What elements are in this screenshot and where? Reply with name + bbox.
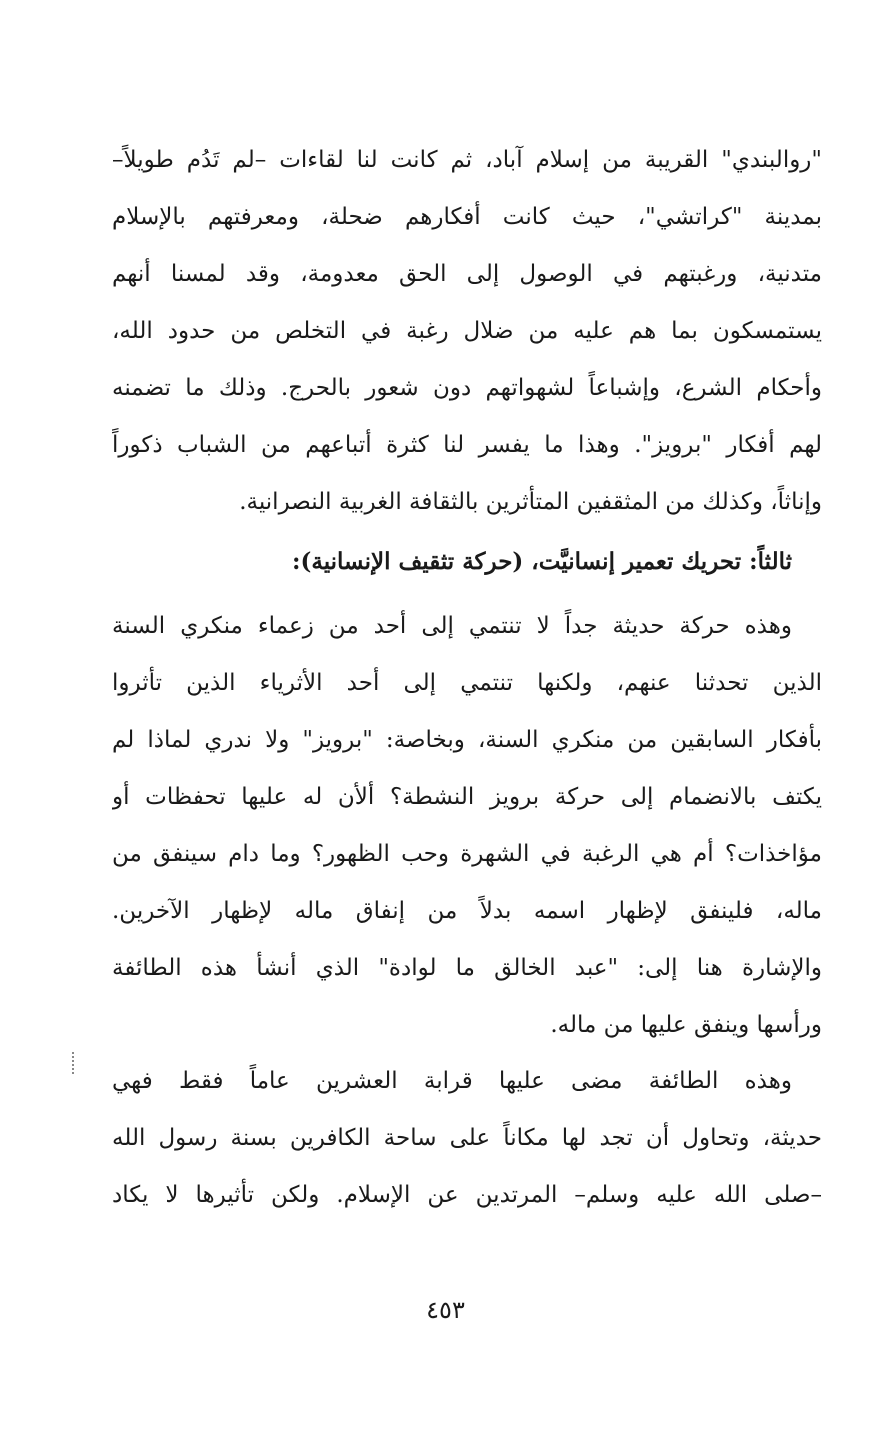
- margin-dots-mark: [72, 1052, 78, 1074]
- page-number: ٤٥٣: [426, 1296, 465, 1324]
- text-line: وأحكام الشرع، وإشباعاً لشهواتهم دون شعور بالحرج. وذلك ما تضمنه: [112, 375, 822, 401]
- text-line: لهم أفكار "برويز". وهذا ما يفسر لنا كثرة أتباعهم من الشباب ذكوراً: [112, 432, 822, 458]
- text-line: بأفكار السابقين من منكري السنة، وبخاصة: "برويز" ولا ندري لماذا لم: [112, 727, 822, 753]
- text-line: يكتف بالانضمام إلى حركة برويز النشطة؟ ألأن له عليها تحفظات أو: [112, 784, 822, 810]
- text-line: الذين تحدثنا عنهم، ولكنها تنتمي إلى أحد الأثرياء الذين تأثروا: [112, 670, 822, 696]
- section-heading: ثالثاً: تحريك تعمير إنسانيَّت، (حركة تثقيف الإنسانية):: [292, 548, 792, 575]
- text-line: –صلى الله عليه وسلم– المرتدين عن الإسلام. ولكن تأثيرها لا يكاد: [112, 1182, 822, 1208]
- text-line: ماله، فلينفق لإظهار اسمه بدلاً من إنفاق ماله لإظهار الآخرين.: [112, 898, 822, 924]
- text-line: "روالبندي" القريبة من إسلام آباد، ثم كانت لنا لقاءات –لم تَدُم طويلاً–: [112, 147, 822, 173]
- paragraph-3: [112, 1053, 822, 1224]
- text-line: وهذه حركة حديثة جداً لا تنتمي إلى أحد من زعماء منكري السنة: [112, 613, 792, 639]
- text-line: متدنية، ورغبتهم في الوصول إلى الحق معدومة، وقد لمسنا أنهم: [112, 261, 822, 287]
- text-line: حديثة، وتحاول أن تجد لها مكاناً على ساحة الكافرين بسنة رسول الله: [112, 1125, 822, 1151]
- paragraph-1: [112, 132, 822, 531]
- paragraph-2: [112, 598, 822, 1054]
- text-line: بمدينة "كراتشي"، حيث كانت أفكارهم ضحلة، ومعرفتهم بالإسلام: [112, 204, 822, 230]
- section-heading-block: [112, 533, 822, 590]
- text-line: مؤاخذات؟ أم هي الرغبة في الشهرة وحب الظهور؟ وما دام سينفق من: [112, 841, 822, 867]
- text-line: يستمسكون بما هم عليه من ضلال رغبة في التخلص من حدود الله،: [112, 318, 822, 344]
- text-line: وإناثاً، وكذلك من المثقفين المتأثرين بالثقافة الغربية النصرانية.: [239, 489, 822, 515]
- text-line: والإشارة هنا إلى: "عبد الخالق ما لوادة" الذي أنشأ هذه الطائفة: [112, 955, 822, 981]
- text-line: ورأسها وينفق عليها من ماله.: [550, 1012, 822, 1038]
- text-line: وهذه الطائفة مضى عليها قرابة العشرين عاماً فقط فهي: [112, 1068, 792, 1094]
